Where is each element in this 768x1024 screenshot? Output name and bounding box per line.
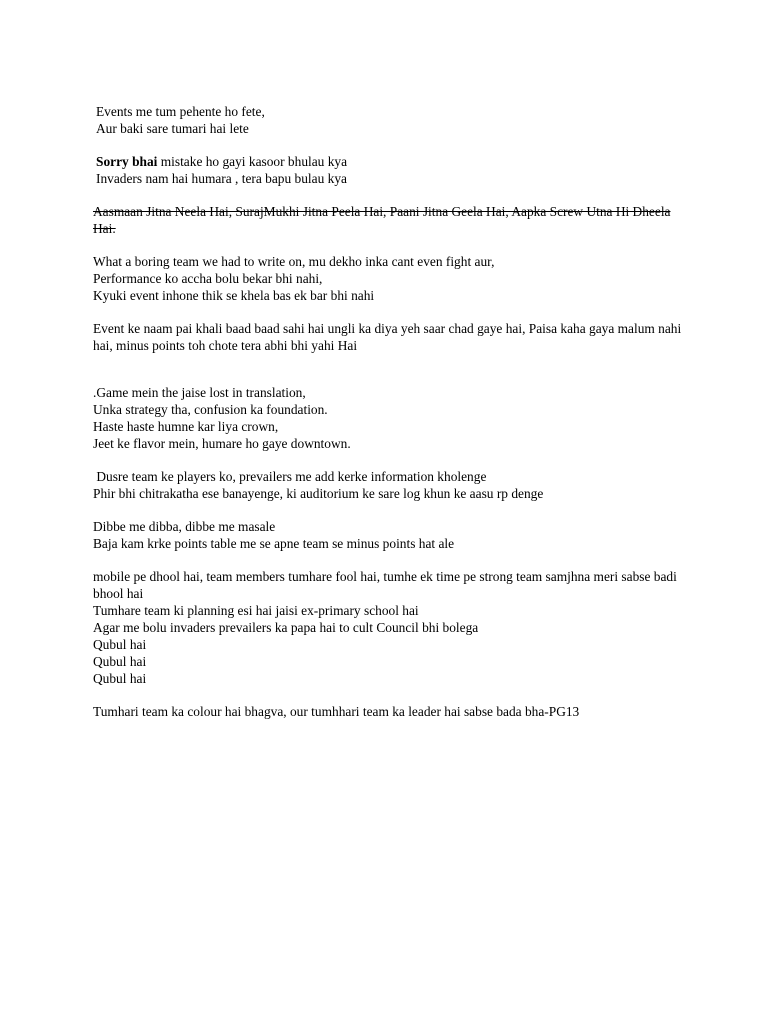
text-line: What a boring team we had to write on, mu dekho inka cant even fight aur, <box>93 254 495 269</box>
text-line: Events me tum pehente ho fete, <box>96 104 265 119</box>
text-line: Aur baki sare tumari hai lete <box>96 121 249 136</box>
text-line: .Game mein the jaise lost in translation, <box>93 385 306 400</box>
text-line: Qubul hai <box>93 654 147 669</box>
text-line: Phir bhi chitrakatha ese banayenge, ki auditorium ke sare log khun ke aasu rp denge <box>93 486 544 501</box>
stanza-event-naam <box>93 320 683 354</box>
stanza-sorry-bhai <box>93 153 683 187</box>
text-line: Kyuki event inhone thik se khela bas ek bar bhi nahi <box>93 288 375 303</box>
stanza-game <box>93 384 683 452</box>
stanza-dibbe <box>93 518 683 552</box>
text-line: Invaders nam hai humara , tera bapu bulau kya <box>96 171 347 186</box>
text-line: Baja kam krke points table me se apne team se minus points hat ale <box>93 536 455 551</box>
text-line: Haste haste humne kar liya crown, <box>93 419 279 434</box>
text-line: Performance ko accha bolu bekar bhi nahi, <box>93 271 323 286</box>
struck-text: Aasmaan Jitna Neela Hai, SurajMukhi Jitna Peela Hai, Paani Jitna Geela Hai, Aapka Screw Utna Hi Dheela Hai. <box>93 204 671 236</box>
text-line: Qubul hai <box>93 637 147 652</box>
text-fragment: mistake ho gayi kasoor bhulau kya <box>157 154 348 169</box>
bold-phrase: Sorry bhai <box>96 154 158 169</box>
text-line: Unka strategy tha, confusion ka foundation. <box>93 402 328 417</box>
stanza-boring-team <box>93 253 683 304</box>
stanza-dusre-team <box>93 468 683 502</box>
text-line: Jeet ke flavor mein, humare ho gaye downtown. <box>93 436 351 451</box>
text-line: Agar me bolu invaders prevailers ka papa hai to cult Council bhi bolega <box>93 620 479 635</box>
text-line: mobile pe dhool hai, team members tumhare fool hai, tumhe ek time pe strong team samjhna meri sabse badi bhool hai <box>93 569 677 601</box>
stanza-bhagva <box>93 703 683 720</box>
stanza-mobile <box>93 568 683 687</box>
text-line: Dibbe me dibba, dibbe me masale <box>93 519 276 534</box>
text-line: Dusre team ke players ko, prevailers me add kerke information kholenge <box>93 469 487 484</box>
text-line: Qubul hai <box>93 671 147 686</box>
stanza-strikethrough <box>93 203 683 237</box>
document-body <box>93 103 683 736</box>
stanza-events <box>93 103 683 137</box>
text-paragraph: Event ke naam pai khali baad baad sahi hai ungli ka diya yeh saar chad gaye hai, Paisa kaha gaya malum nahi hai, minus points toh chote tera abhi bhi yahi Hai <box>93 321 682 353</box>
text-line: Tumhari team ka colour hai bhagva, our tumhhari team ka leader hai sabse bada bha-PG13 <box>93 704 580 719</box>
text-line: Tumhare team ki planning esi hai jaisi ex-primary school hai <box>93 603 419 618</box>
text-line <box>93 153 683 170</box>
